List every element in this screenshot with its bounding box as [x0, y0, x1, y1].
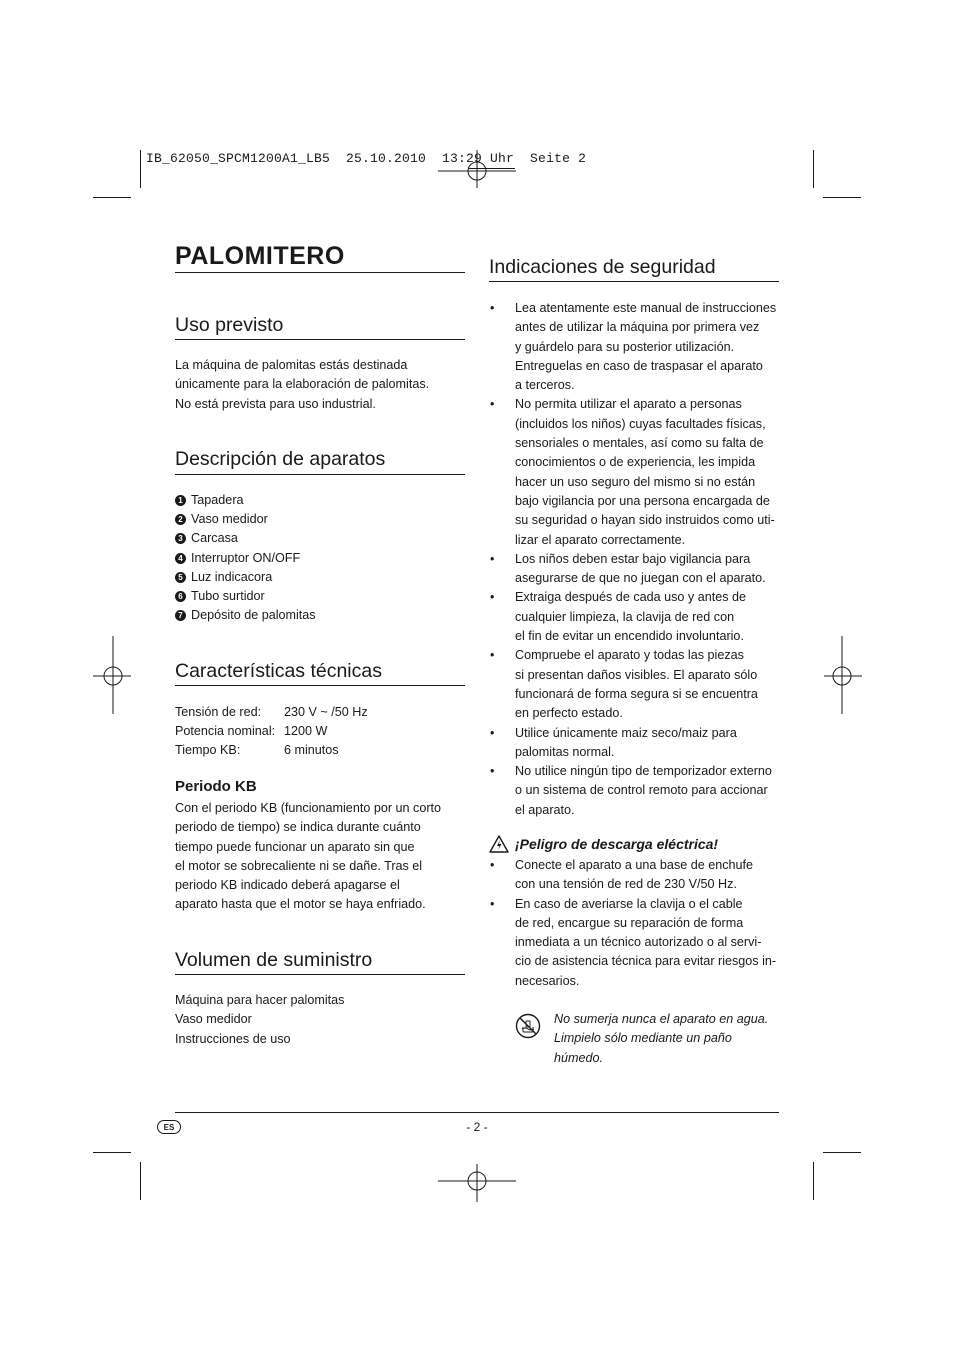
language-badge: ES [157, 1120, 181, 1134]
descripcion-heading: Descripción de aparatos [175, 448, 386, 470]
uso-text: La máquina de palomitas estás destinada únicamente para la elaboración de palomitas. No está prevista para uso industrial. [175, 358, 430, 411]
list-item: 6 Tubo surtidor [175, 587, 316, 606]
list-item: 7 Depósito de palomitas [175, 606, 316, 625]
print-slug: IB_62050_SPCM1200A1_LB5 25.10.2010 13:29 Uhr Seite 2 [146, 151, 587, 166]
number-badge: 3 [175, 533, 186, 544]
spec-row: Tiempo KB: 6 minutos [175, 743, 339, 758]
periodo-kb-text: Con el periodo KB (funcionamiento por un corto periodo de tiempo) se indica durante cuánto tiempo puede funcionar un aparato sin que el motor se sobrecaliente ni se dañe. Tras el periodo KB indicado deberá apagarse el aparato hasta que el motor se haya enfriado. [175, 801, 442, 912]
descripcion-rule [175, 474, 465, 475]
number-badge: 6 [175, 591, 186, 602]
uso-heading: Uso previsto [175, 314, 284, 336]
seguridad-heading: Indicaciones de seguridad [489, 256, 716, 278]
number-badge: 4 [175, 553, 186, 564]
number-badge: 2 [175, 514, 186, 525]
list-item: • Conecte el aparato a una base de enchufe con una tensión de red de 230 V/50 Hz. [488, 856, 776, 895]
list-item: • No utilice ningún tipo de temporizador externo o un sistema de control remoto para accionar el aparato. [488, 762, 776, 820]
title-rule [175, 272, 465, 273]
volumen-text: Máquina para hacer palomitas Vaso medidor Instrucciones de uso [175, 993, 345, 1046]
list-item: • No permita utilizar el aparato a personas (incluidos los niños) cuyas facultades físicas, sensoriales o mentales, así como su falta de conocimientos o de experiencia, les impida hacer un uso seguro del mismo si no están bajo vigilancia por una persona encargada de su seguridad o hayan sido instruidos como uti- lizar el aparato correctamente. [488, 395, 776, 549]
list-item: • Extraiga después de cada uso y antes de cualquier limpieza, la clavija de red con el fin de evitar un encendido involuntario. [488, 588, 776, 646]
registration-mark-left [93, 636, 133, 716]
list-item: 2 Vaso medidor [175, 510, 316, 529]
list-item: • Compruebe el aparato y todas las piezas si presentan daños visibles. El aparato sólo funcionará de forma segura si se encuentra en perfecto estado. [488, 646, 776, 723]
caracteristicas-rule [175, 685, 465, 686]
slug-underline [469, 168, 515, 169]
list-item: • Utilice únicamente maiz seco/maiz para palomitas normal. [488, 724, 776, 763]
list-item: • En caso de averiarse la clavija o el cable de red, encargue su reparación de forma inmediata a un técnico autorizado o al servi- cio de asistencia técnica para evitar riesgos in- necesarios. [488, 895, 776, 991]
spec-row: Tensión de red: 230 V ~ /50 Hz [175, 705, 368, 719]
page-title: PALOMITERO [175, 242, 345, 270]
volumen-heading: Volumen de suministro [175, 949, 373, 971]
uso-rule [175, 339, 465, 340]
periodo-kb-heading: Periodo KB [175, 778, 257, 795]
list-item: • Lea atentamente este manual de instrucciones antes de utilizar la máquina por primera vez y guárdelo para su posterior utilización. Entreguelas en caso de traspasar el aparato a terceros. [488, 299, 776, 395]
list-item: 1 Tapadera [175, 491, 316, 510]
caracteristicas-heading: Características técnicas [175, 660, 382, 682]
registration-mark-bottom [437, 1162, 517, 1202]
spec-table [175, 703, 368, 761]
list-item: 4 Interruptor ON/OFF [175, 549, 316, 568]
safety-list [488, 299, 776, 820]
list-item: 3 Carcasa [175, 529, 316, 548]
volumen-rule [175, 974, 465, 975]
no-immerse-note: No sumerja nunca el aparato en agua. Limpielo sólo mediante un paño húmedo. [554, 1012, 769, 1065]
warning-triangle-icon [489, 835, 509, 853]
seguridad-rule [489, 281, 779, 282]
list-item: • Los niños deben estar bajo vigilancia para asegurarse de que no juegan con el aparato. [488, 550, 776, 589]
footer-rule [175, 1112, 779, 1113]
spec-row: Potencia nominal: 1200 W [175, 724, 328, 739]
number-badge: 7 [175, 610, 186, 621]
registration-mark-right [822, 636, 862, 716]
electric-warning-heading: ¡Peligro de descarga eléctrica! [489, 835, 718, 853]
number-badge: 5 [175, 572, 186, 583]
electric-warning-list [488, 856, 776, 991]
list-item: 5 Luz indicacora [175, 568, 316, 587]
number-badge: 1 [175, 495, 186, 506]
parts-list [175, 491, 316, 625]
no-immerse-icon [515, 1013, 541, 1039]
page-number: - 2 - [466, 1120, 488, 1134]
